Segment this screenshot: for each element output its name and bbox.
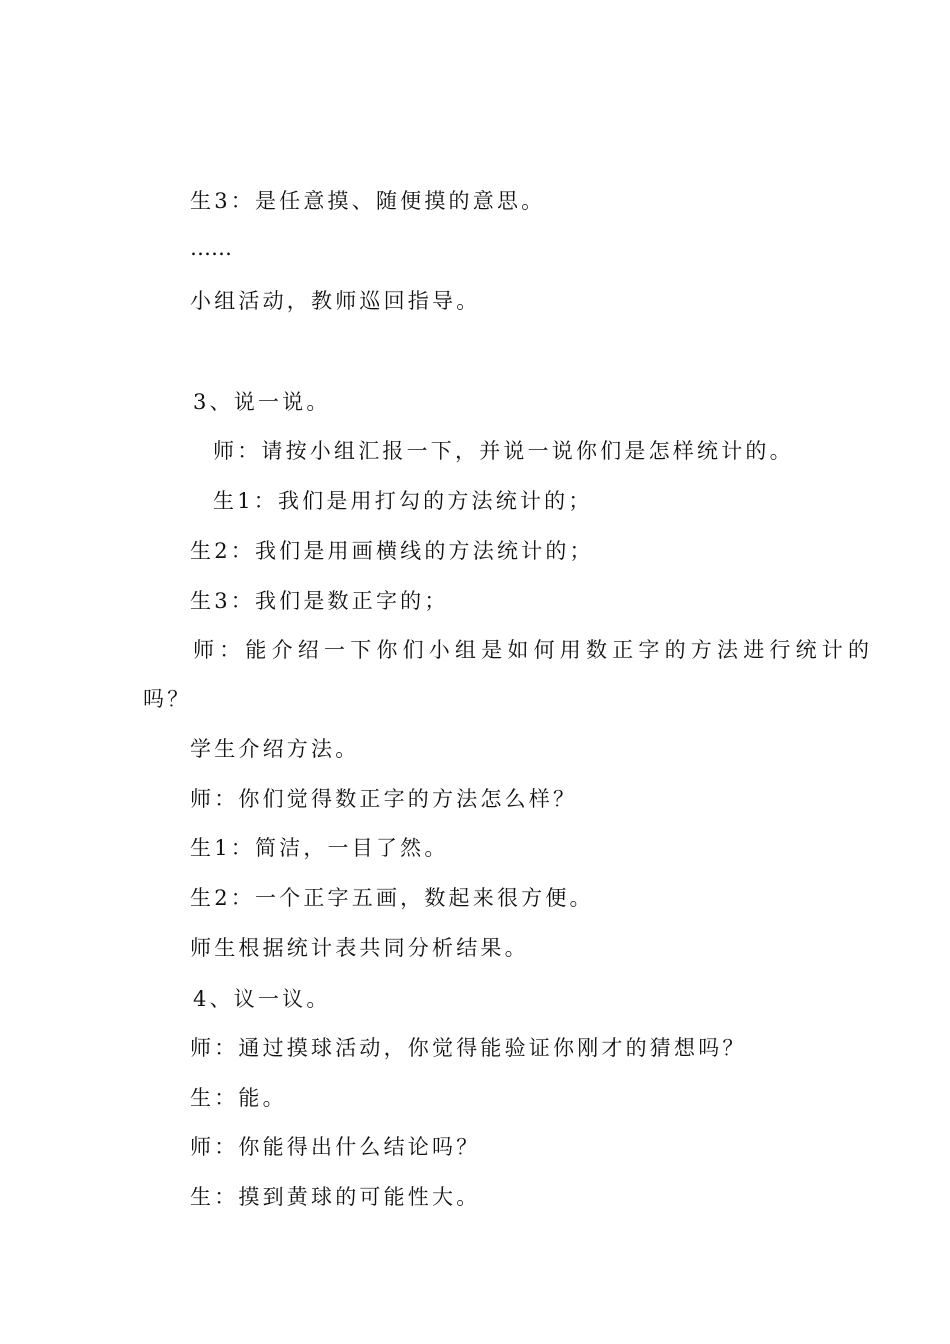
text-line-student1-tick: 生1：我们是用打勾的方法统计的； — [213, 489, 593, 513]
text-line-ellipsis: …… — [190, 236, 232, 260]
section-heading-discuss: 4、议一议。 — [193, 987, 331, 1011]
text-line-student2-five-strokes: 生2：一个正字五画，数起来很方便。 — [190, 886, 594, 910]
text-line-student2-line: 生2：我们是用画横线的方法统计的； — [190, 539, 594, 563]
text-line-student3-zheng: 生3：我们是数正字的； — [190, 589, 449, 613]
text-line-teacher-report: 师：请按小组汇报一下，并说一说你们是怎样统计的。 — [213, 439, 794, 463]
text-line-teacher-introduce-cont: 吗？ — [143, 687, 192, 711]
text-line-teacher-conclusion: 师：你能得出什么结论吗？ — [190, 1135, 481, 1159]
text-line-teacher-opinion: 师：你们觉得数正字的方法怎么样？ — [190, 787, 578, 811]
text-line-teacher-verify: 师：通过摸球活动，你觉得能验证你刚才的猜想吗？ — [190, 1036, 747, 1060]
section-heading-speak: 3、说一说。 — [193, 390, 331, 414]
text-line-students-introduce: 学生介绍方法。 — [190, 737, 360, 761]
text-line-group-activity: 小组活动，教师巡回指导。 — [190, 289, 481, 313]
text-line-student1-concise: 生1：简洁，一目了然。 — [190, 836, 449, 860]
text-line-student3-meaning: 生3：是任意摸、随便摸的意思。 — [190, 189, 546, 213]
text-line-student-yellow-ball: 生：摸到黄球的可能性大。 — [190, 1185, 481, 1209]
text-line-teacher-introduce: 师：能介绍一下你们小组是如何用数正字的方法进行统计的 — [193, 638, 875, 662]
text-line-student-can: 生：能。 — [190, 1086, 287, 1110]
text-line-analyze-results: 师生根据统计表共同分析结果。 — [190, 936, 529, 960]
